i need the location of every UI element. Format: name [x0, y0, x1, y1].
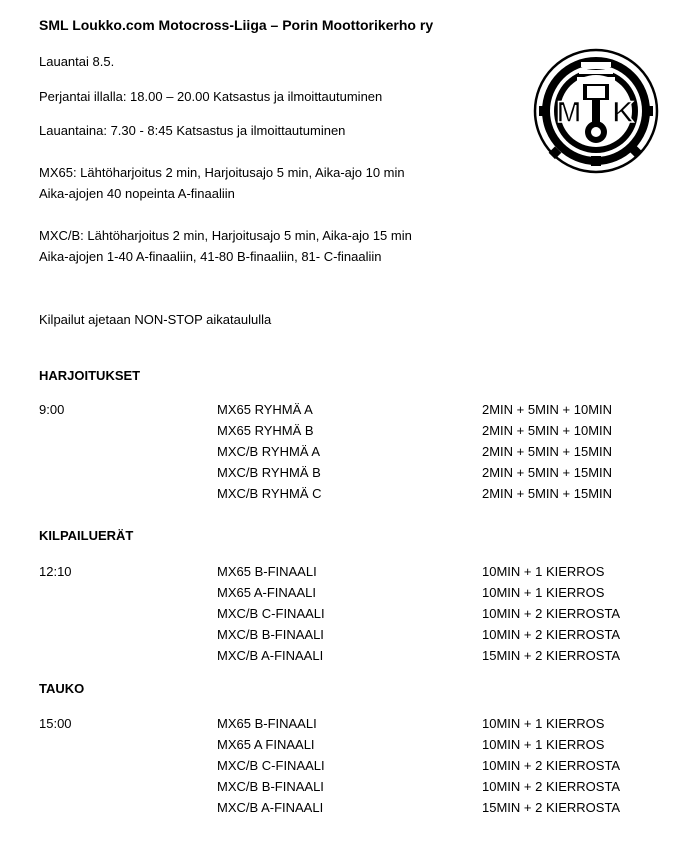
piston-gear-logo-icon — [533, 48, 659, 174]
table-row — [0, 564, 689, 585]
class-cell: MX65 RYHMÄ A — [217, 402, 313, 417]
class-cell: MXC/B C-FINAALI — [217, 758, 325, 773]
document-title: SML Loukko.com Motocross-Liiga – Porin Moottorikerho ry — [39, 17, 434, 33]
duration-cell: 10MIN + 1 KIERROS — [482, 716, 605, 731]
class-cell: MX65 RYHMÄ B — [217, 423, 314, 438]
table-row — [0, 465, 689, 486]
class-cell: MXC/B C-FINAALI — [217, 606, 325, 621]
table-row — [0, 444, 689, 465]
duration-cell: 2MIN + 5MIN + 15MIN — [482, 486, 613, 501]
duration-cell: 10MIN + 2 KIERROSTA — [482, 758, 621, 773]
section-heading-harjoitukset: HARJOITUKSET — [39, 368, 141, 383]
section-heading-kilpailuerat: KILPAILUERÄT — [39, 528, 134, 543]
class-cell: MXC/B B-FINAALI — [217, 627, 324, 642]
table-row — [0, 737, 689, 758]
duration-cell: 10MIN + 1 KIERROS — [482, 737, 605, 752]
class-cell: MX65 B-FINAALI — [217, 716, 317, 731]
duration-cell: 10MIN + 2 KIERROSTA — [482, 606, 621, 621]
mx65-qualify-line: Aika-ajojen 40 nopeinta A-finaaliin — [39, 186, 235, 201]
friday-line: Perjantai illalla: 18.00 – 20.00 Katsastus ja ilmoittautuminen — [39, 89, 383, 104]
section-time-tauko: 15:00 — [39, 716, 72, 731]
table-row — [0, 423, 689, 444]
table-row — [0, 606, 689, 627]
mxcb-info-line: MXC/B: Lähtöharjoitus 2 min, Harjoitusajo 5 min, Aika-ajo 15 min — [39, 228, 412, 243]
duration-cell: 2MIN + 5MIN + 15MIN — [482, 444, 613, 459]
table-row — [0, 758, 689, 779]
table-row — [0, 800, 689, 821]
duration-cell: 10MIN + 1 KIERROS — [482, 585, 605, 600]
table-row — [0, 716, 689, 737]
saturday-line: Lauantaina: 7.30 - 8:45 Katsastus ja ilmoittautuminen — [39, 123, 346, 138]
duration-cell: 2MIN + 5MIN + 15MIN — [482, 465, 613, 480]
class-cell: MX65 A FINAALI — [217, 737, 315, 752]
class-cell: MXC/B RYHMÄ A — [217, 444, 321, 459]
class-cell: MXC/B RYHMÄ B — [217, 465, 321, 480]
table-row — [0, 779, 689, 800]
table-row — [0, 648, 689, 669]
section-time-kilpailuerat: 12:10 — [39, 564, 72, 579]
nonstop-line: Kilpailut ajetaan NON-STOP aikataululla — [39, 312, 272, 327]
duration-cell: 2MIN + 5MIN + 10MIN — [482, 423, 613, 438]
table-row — [0, 486, 689, 507]
table-row — [0, 585, 689, 606]
table-row — [0, 627, 689, 648]
duration-cell: 10MIN + 1 KIERROS — [482, 564, 605, 579]
class-cell: MX65 A-FINAALI — [217, 585, 316, 600]
club-logo — [533, 48, 659, 174]
class-cell: MXC/B RYHMÄ C — [217, 486, 322, 501]
table-row — [0, 402, 689, 423]
date-line: Lauantai 8.5. — [39, 54, 115, 69]
mxcb-qualify-line: Aika-ajojen 1-40 A-finaaliin, 41-80 B-finaaliin, 81- C-finaaliin — [39, 249, 382, 264]
logo-letter-k: K — [612, 96, 634, 129]
duration-cell: 15MIN + 2 KIERROSTA — [482, 800, 621, 815]
duration-cell: 10MIN + 2 KIERROSTA — [482, 627, 621, 642]
duration-cell: 2MIN + 5MIN + 10MIN — [482, 402, 613, 417]
class-cell: MXC/B B-FINAALI — [217, 779, 324, 794]
class-cell: MX65 B-FINAALI — [217, 564, 317, 579]
duration-cell: 10MIN + 2 KIERROSTA — [482, 779, 621, 794]
class-cell: MXC/B A-FINAALI — [217, 648, 324, 663]
logo-letter-m: M — [556, 96, 582, 129]
class-cell: MXC/B A-FINAALI — [217, 800, 324, 815]
section-time-harjoitukset: 9:00 — [39, 402, 65, 417]
duration-cell: 15MIN + 2 KIERROSTA — [482, 648, 621, 663]
mx65-info-line: MX65: Lähtöharjoitus 2 min, Harjoitusajo 5 min, Aika-ajo 10 min — [39, 165, 405, 180]
section-heading-tauko: TAUKO — [39, 681, 85, 696]
